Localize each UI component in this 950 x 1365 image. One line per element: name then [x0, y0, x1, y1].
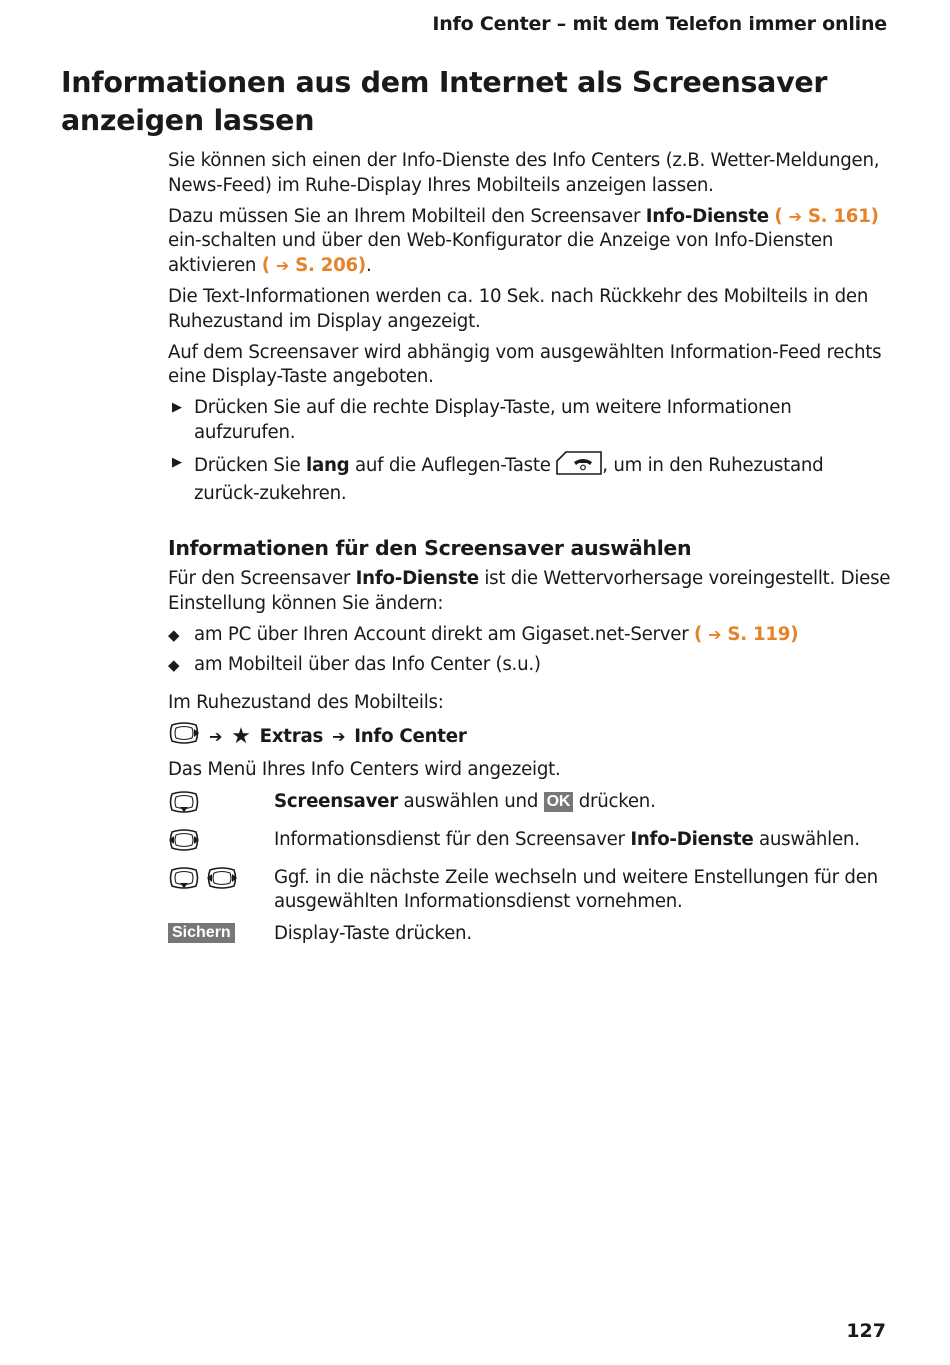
diamond-bullet-icon: ◆: [168, 626, 180, 644]
instruction-row-4: Sichern Display-Taste drücken.: [168, 922, 892, 947]
menu-path: [168, 722, 892, 752]
ok-softkey: OK: [544, 792, 574, 812]
bullet-pc: ◆ am PC über Ihren Account direkt am Gigaset.net-Server ( ➔ S. 119): [168, 623, 892, 648]
page-number: 127: [846, 1320, 886, 1342]
bullet-handset: ◆ am Mobilteil über das Info Center (s.u.): [168, 653, 892, 678]
triangle-bullet-icon: ▶: [172, 454, 182, 470]
page-title: Informationen aus dem Internet als Screensaver anzeigen lassen: [61, 66, 828, 137]
control-key-left-right-icon: [168, 829, 200, 859]
control-key-down-icon: [168, 867, 200, 897]
step-1: ▶ Drücken Sie auf die rechte Display-Taste, um weitere Informationen aufzurufen.: [172, 397, 792, 443]
idle-state-text: Im Ruhezustand des Mobilteils:: [168, 692, 444, 714]
arrow-icon: ➔: [209, 726, 223, 746]
instruction-row-1: Screensaver auswählen und OK drücken.: [168, 790, 892, 821]
arrow-icon: ➔: [332, 726, 346, 746]
reference-link-119[interactable]: ( ➔ S. 119): [694, 624, 799, 645]
reference-link-206[interactable]: ( ➔ S. 206): [261, 254, 366, 276]
running-header: Info Center – mit dem Telefon immer online: [432, 13, 887, 35]
menu-shown-text: Das Menü Ihres Info Centers wird angezeigt.: [168, 758, 561, 780]
menu-extras: Extras: [259, 725, 324, 747]
end-call-key-icon: [556, 451, 602, 483]
step-2: ▶ Drücken Sie lang auf die Auflegen-Taste , um in den Ruhezustand zurück-zukehren.: [168, 451, 892, 507]
reference-link-161[interactable]: ( ➔ S. 161): [774, 205, 879, 227]
intro-paragraph-3: Die Text-Informationen werden ca. 10 Sek. nach Rückkehr des Mobilteils in den Ruhezustand im Display angezeigt.: [168, 285, 869, 332]
intro-paragraph-4: Auf dem Screensaver wird abhängig vom ausgewählten Information-Feed rechts eine Display-Taste angeboten.: [168, 341, 882, 388]
section-paragraph: Für den Screensaver Info-Dienste ist die Wettervorhersage voreingestellt. Diese Einstellung können Sie ändern:: [168, 568, 891, 614]
control-key-left-right-icon: [206, 867, 238, 897]
intro-paragraph-1: Sie können sich einen der Info-Dienste des Info Centers (z.B. Wetter-Meldungen, News-Feed) im Ruhe-Display Ihres Mobilteils anzeigen lassen.: [168, 150, 880, 196]
instruction-row-3: Ggf. in die nächste Zeile wechseln und weitere Enstellungen für den ausgewählten Informationsdienst vornehmen.: [168, 866, 892, 915]
save-softkey: Sichern: [168, 923, 235, 943]
instruction-row-2: Informationsdienst für den Screensaver Info-Dienste auswählen.: [168, 828, 892, 859]
star-icon: ★: [231, 724, 251, 750]
control-key-right-icon: [168, 722, 200, 752]
control-key-down-icon: [168, 791, 200, 821]
triangle-bullet-icon: ▶: [172, 400, 182, 416]
content: [168, 149, 892, 953]
arrow-icon: ➔: [708, 625, 722, 644]
intro-paragraph-2: Dazu müssen Sie an Ihrem Mobilteil den Screensaver Info-Dienste ( ➔ S. 161) ein-schalten und über den Web-Konfigurator die Anzeige von Info-Diensten aktivieren ( ➔ S. 206).: [168, 205, 879, 276]
arrow-icon: ➔: [788, 206, 802, 226]
arrow-icon: ➔: [275, 255, 290, 275]
diamond-bullet-icon: ◆: [168, 655, 180, 674]
section-heading: Informationen für den Screensaver auswählen: [168, 535, 692, 560]
menu-info-center: Info Center: [354, 725, 467, 747]
